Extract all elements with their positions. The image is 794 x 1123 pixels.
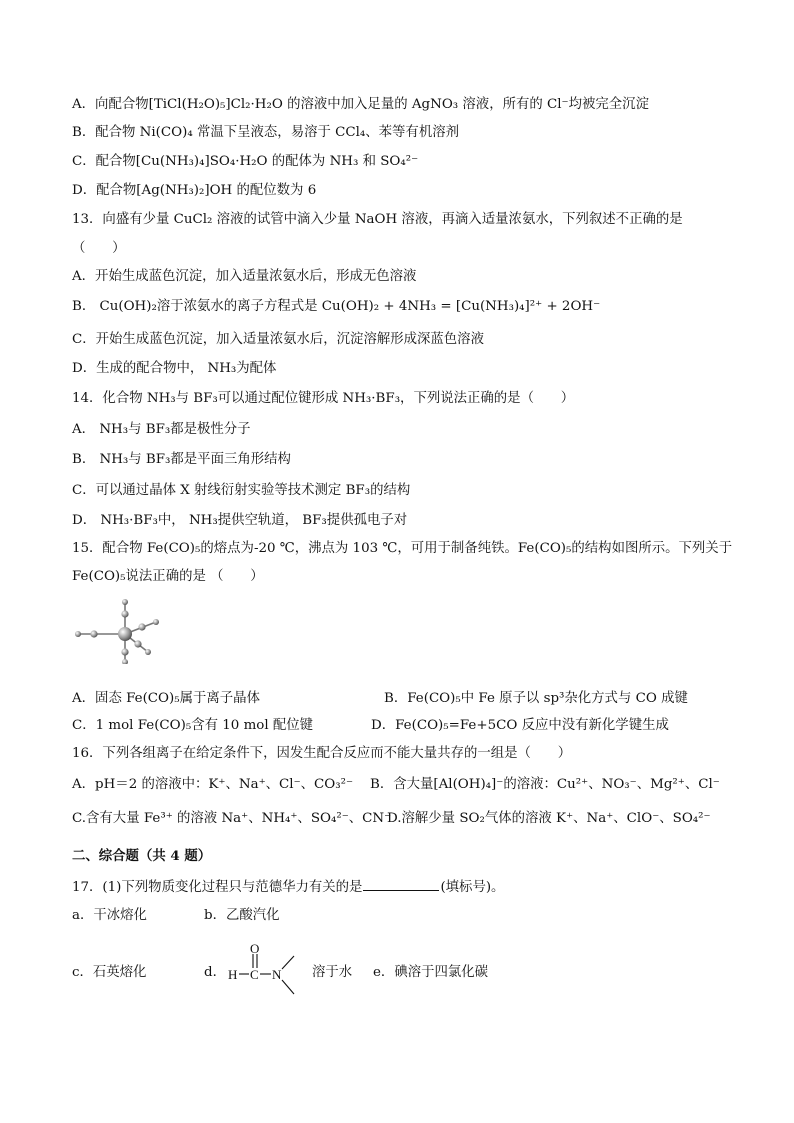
q15-option-d: D．Fe(CO)₅=Fe+5CO 反应中没有新化学键生成	[371, 718, 669, 733]
q14-option-a: A． NH₃与 BF₃都是极性分子	[72, 422, 251, 437]
q17-option-d-label: d．	[204, 965, 226, 980]
q13-bracket: （ ）	[72, 241, 126, 256]
q14-option-b: B． NH₃与 BF₃都是平面三角形结构	[72, 452, 291, 467]
dmf-atom-h: H	[228, 967, 238, 982]
q16-option-b: B．含大量[Al(OH)₄]⁻的溶液：Cu²⁺、NO₃⁻、Mg²⁺、Cl⁻	[370, 777, 720, 792]
q13-stem: 13．向盛有少量 CuCl₂ 溶液的试管中滴入少量 NaOH 溶液，再滴入适量浓氨水，下列叙述不正确的是	[72, 212, 683, 227]
q15-option-c: C．1 mol Fe(CO)₅含有 10 mol 配位键	[72, 718, 314, 733]
dmf-atom-n: N	[272, 967, 282, 982]
dmf-atom-o: O	[250, 944, 260, 956]
q17-stem-suffix: (填标号)。	[440, 880, 505, 895]
q13-option-a: A．开始生成蓝色沉淀，加入适量浓氨水后，形成无色溶液	[72, 269, 417, 284]
q15-stem-cont: Fe(CO)₅说法正确的是 （ ）	[72, 569, 264, 584]
q12-option-a: A．向配合物[TiCl(H₂O)₅]Cl₂·H₂O 的溶液中加入足量的 AgNO₃ 溶液，所有的 Cl⁻均被完全沉淀	[72, 97, 649, 112]
dmf-atom-c: C	[250, 967, 259, 982]
q17-option-a: a．干冰熔化	[72, 908, 147, 923]
section-heading: 二、综合题（共 4 题）	[72, 848, 212, 864]
q16-option-c: C.含有大量 Fe³⁺ 的溶液 Na⁺、NH₄⁺、SO₄²⁻、CN⁻	[72, 811, 392, 826]
q15-stem: 15．配合物 Fe(CO)₅的熔点为-20 ℃，沸点为 103 ℃，可用于制备纯铁。Fe(CO)₅的结构如图所示。下列关于	[72, 541, 733, 556]
q17-option-e: e．碘溶于四氯化碳	[373, 965, 489, 980]
q17-option-d-suffix: 溶于水	[312, 965, 353, 980]
q14-option-c: C．可以通过晶体 X 射线衍射实验等技术测定 BF₃的结构	[72, 483, 411, 498]
q12-option-c: C．配合物[Cu(NH₃)₄]SO₄·H₂O 的配体为 NH₃ 和 SO₄²⁻	[72, 154, 419, 169]
q13-option-b: B． Cu(OH)₂溶于浓氨水的离子方程式是 Cu(OH)₂ + 4NH₃ = [Cu(NH₃)₄]²⁺ + 2OH⁻	[72, 299, 601, 314]
q14-stem: 14．化合物 NH₃与 BF₃可以通过配位键形成 NH₃·BF₃，下列说法正确的是（ ）	[72, 391, 575, 406]
answer-blank[interactable]	[363, 877, 439, 891]
dmf-structure-figure	[226, 944, 326, 1004]
q16-option-a: A．pH＝2 的溶液中：K⁺、Na⁺、Cl⁻、CO₃²⁻	[72, 777, 354, 792]
q16-option-d: D.溶解少量 SO₂气体的溶液 K⁺、Na⁺、ClO⁻、SO₄²⁻	[387, 811, 711, 826]
q12-option-d: D．配合物[Ag(NH₃)₂]OH 的配位数为 6	[72, 183, 317, 198]
q15-option-b: B．Fe(CO)₅中 Fe 原子以 sp³杂化方式与 CO 成键	[384, 691, 688, 706]
q12-option-b: B．配合物 Ni(CO)₄ 常温下呈液态，易溶于 CCl₄、苯等有机溶剂	[72, 125, 459, 140]
q16-stem: 16．下列各组离子在给定条件下，因发生配合反应而不能大量共存的一组是（ ）	[72, 746, 572, 761]
q17-option-c: c．石英熔化	[72, 965, 147, 980]
q13-option-c: C．开始生成蓝色沉淀，加入适量浓氨水后，沉淀溶解形成深蓝色溶液	[72, 332, 484, 347]
q17-stem-text: 17．(1)下列物质变化过程只与范德华力有关的是	[72, 880, 363, 895]
fe-co5-structure-figure	[70, 598, 170, 664]
q17-option-b: b．乙酸汽化	[204, 908, 280, 923]
q14-option-d: D． NH₃·BF₃中， NH₃提供空轨道， BF₃提供孤电子对	[72, 513, 408, 528]
q17-stem	[72, 877, 504, 897]
q15-option-a: A．固态 Fe(CO)₅属于离子晶体	[72, 691, 260, 706]
q13-option-d: D．生成的配合物中， NH₃为配体	[72, 361, 277, 376]
